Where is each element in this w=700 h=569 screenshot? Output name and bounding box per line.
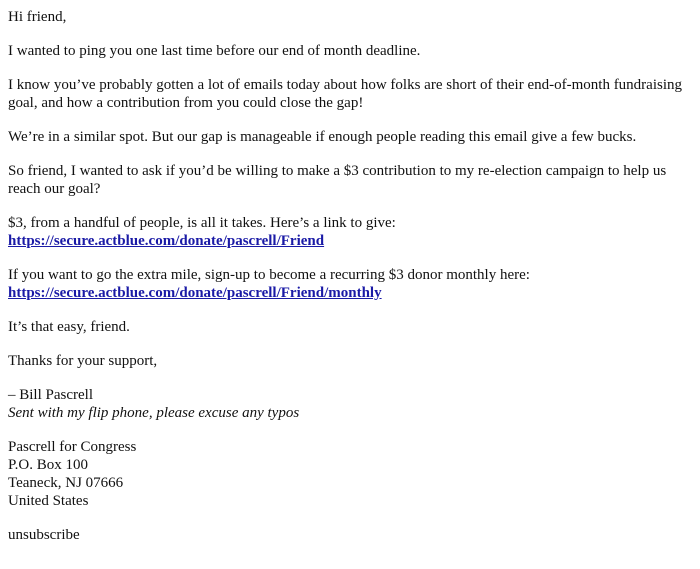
give-text: $3, from a handful of people, is all it takes. Here’s a link to give: [8,215,396,231]
address-po-box: P.O. Box 100 [8,457,89,473]
give-paragraph [8,214,692,250]
address-org: Pascrell for Congress [8,439,137,455]
recurring-paragraph [8,266,692,302]
signature [8,386,692,422]
greeting: Hi friend, [8,9,67,25]
address-country: United States [8,493,89,509]
mailing-address [8,438,692,510]
paragraph-emails: I know you’ve probably gotten a lot of emails today about how folks are short of their end-of-month fundraising goal, and how a contribution from you could close the gap! [8,77,683,111]
unsubscribe-paragraph [8,526,692,544]
easy-text: It’s that easy, friend. [8,319,130,335]
address-city-state-zip: Teaneck, NJ 07666 [8,475,124,491]
paragraph-gap: We’re in a similar spot. But our gap is manageable if enough people reading this email give a few bucks. [8,129,637,145]
give-link[interactable]: https://secure.actblue.com/donate/pascrell/Friend [8,233,325,249]
thanks-text: Thanks for your support, [8,353,158,369]
paragraph-ask: So friend, I wanted to ask if you’d be willing to make a $3 contribution to my re-election campaign to help us reach our goal? [8,163,667,197]
recurring-text: If you want to go the extra mile, sign-up to become a recurring $3 donor monthly here: [8,267,530,283]
unsubscribe-link[interactable]: unsubscribe [8,527,80,543]
recurring-link[interactable]: https://secure.actblue.com/donate/pascrell/Friend/monthly [8,285,382,301]
paragraph-deadline: I wanted to ping you one last time before our end of month deadline. [8,43,421,59]
signature-name: – Bill Pascrell [8,387,93,403]
signature-note: Sent with my flip phone, please excuse any typos [8,405,300,421]
